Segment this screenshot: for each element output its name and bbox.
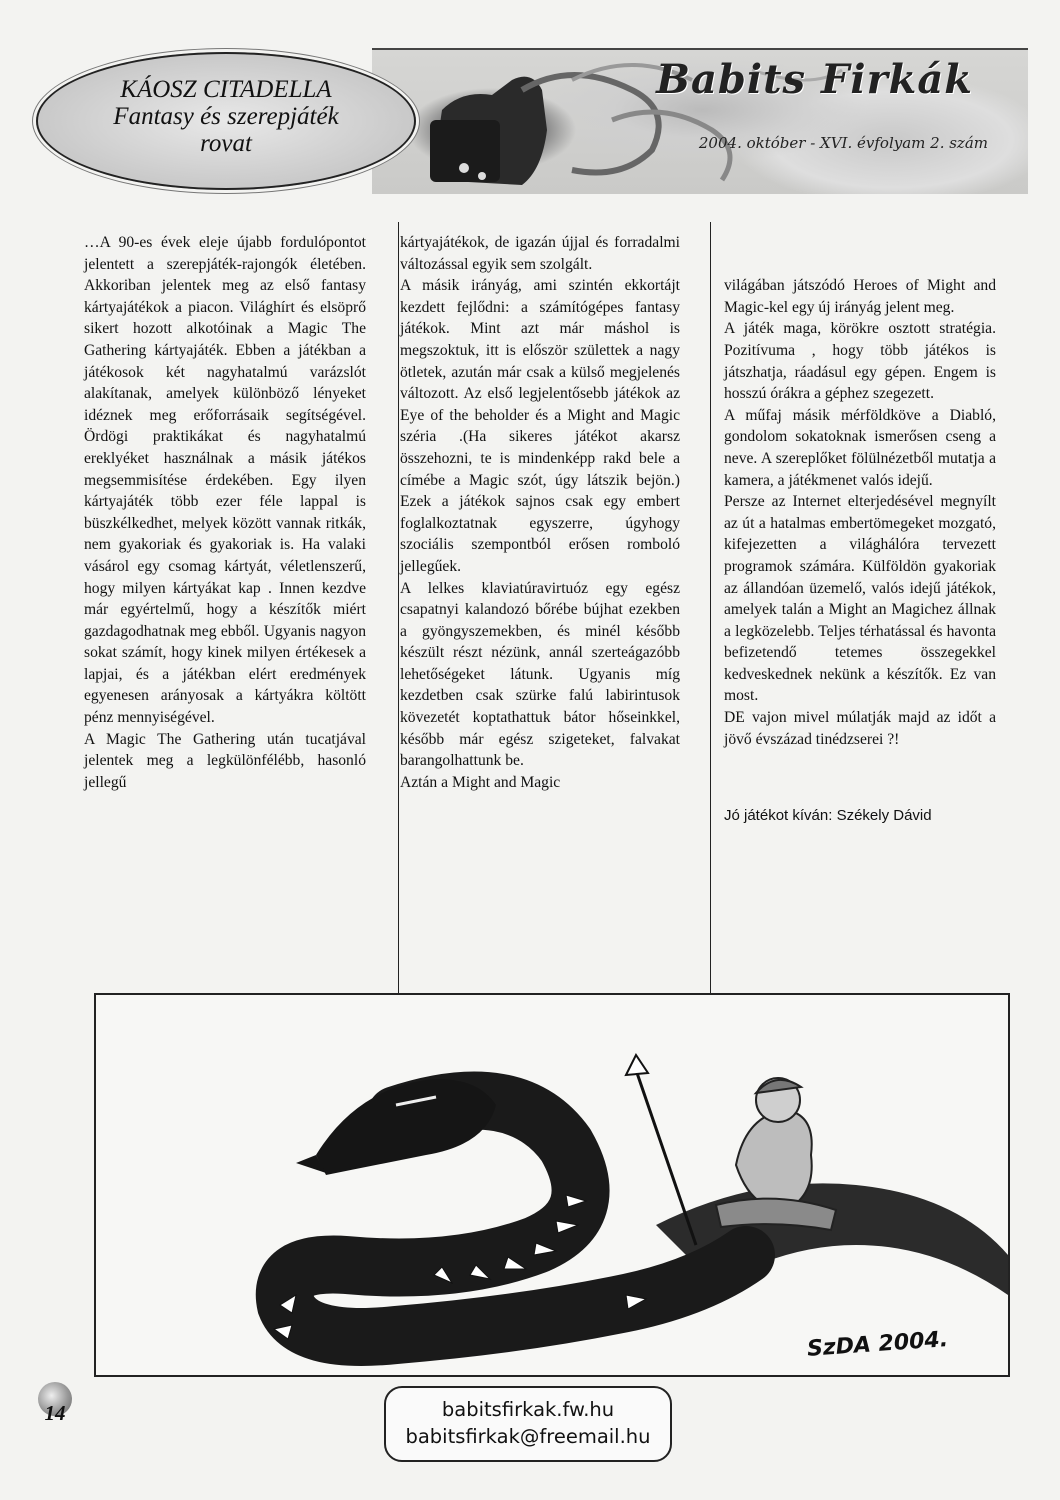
- article-body: [84, 232, 996, 1000]
- signature-prefix: Jó játékot kíván:: [724, 807, 837, 825]
- dragon-rider-drawing: [96, 995, 1008, 1375]
- article-column-3-text: világában játszódó Heroes of Might and Magic-kel egy új irányág jelent meg. A játék maga, körökre osztott stratégia. Pozitívuma , hogy több játékos is játszhatja, ráadásul egy gépen. Engem is hosszú órákra a géphez szegezett. A műfaj másik mérföldköve a Diabló, gondolom sokatoknak ismerősen cseng a neve. A szereplőket fölülnézetből mutatja a kamera, a játékmenet valós idejű. Persze az Internet elterjedésével megnyílt az út a hatalmas embertömegeket mozgató, kifejezetten a világhálóra tervezett programok számára. Külföldön gyakoriak az állandóan üzemelő, valós idejű játékok, amelyek talán a Might an Magichez állnak a legközelebb. Teljes térhatással és havonta befizetendő tetemes összegekkel kedveskednek nekünk a készítők. Ez van most. DE vajon mivel múlatják majd az időt a jövő évszázad tinédzserei ?!: [724, 277, 996, 748]
- author-signature: [724, 805, 996, 827]
- email-link[interactable]: babitsfirkak@freemail.hu: [405, 1425, 651, 1448]
- website-link[interactable]: babitsfirkak.fw.hu: [441, 1398, 615, 1421]
- section-title-oval: [36, 52, 416, 190]
- issue-info: 2004. október - XVI. évfolyam 2. szám: [698, 134, 988, 152]
- page-number: [36, 1382, 74, 1426]
- artist-signature: SzDA 2004.: [806, 1327, 949, 1362]
- article-column-2: kártyajátékok, de igazán újjal és forradalmi változással egyik sem szolgált. A másik irányág, ami szintén ekkortájt kezdett fejlődni: a számítógépes fantasy játékok. Mint azt már máshol is megszoktuk, itt is először születtek a nagy ötletek, azután már csak a külső megjelenés változott. Az első legjelentősebb játékok az Eye of the beholder és a Might and Magic széria .(Ha sikeres játékot akarsz összehozni, te is mindenképp rakd bele a címébe a Magic szót, úgy látszik bejön.) Ezek a játékok sajnos csak egy embert foglalkoztatnak egyszerre, úgyhogy szociális szempontból erősen romboló jellegűek. A lelkes klaviatúravirtuóz egy egész csapatnyi kalandozó bőrébe bújhat ezekben a gyöngyszemekben, és minél később készült részt nézünk, annál szerteágazóbb lehetőségeket látunk. Ugyanis míg kezdetben csak szürke falú labirintusok kövezetét koptathattuk bátor hőseinkkel, később már egész szigeteket, falvakat barangolhattunk be. Aztán a Might and Magic: [400, 234, 680, 791]
- section-title: KÁOSZ CITADELLA: [120, 76, 332, 103]
- contact-box: [384, 1386, 672, 1462]
- author-name: Székely Dávid: [836, 807, 932, 825]
- dragon-illustration: [94, 993, 1010, 1377]
- section-label: rovat: [200, 130, 252, 157]
- section-subtitle: Fantasy és szerepjáték: [113, 103, 339, 130]
- page-number-text: 14: [44, 1401, 66, 1425]
- header-banner: [372, 48, 1028, 194]
- article-column-1: …A 90-es évek eleje újabb fordulópontot jelentett a szerepjáték-rajongók életében. Akkoriban jelentek meg az első fantasy kártyajátékok a piacon. Világhírt és elsöprő sikert hozott alkotóinak a Magic The Gathering kártyajáték. Ebben a játékban a játékosok két nagyhatalmú varázslót alakítanak, amelyek különböző lényeket idéznek meg erőforrásaik segítségével. Ördögi praktikákat és nagyhatalmú ereklyéket használnak a másik játékos megsemmisítése érdekében. Egy ilyen kártyajáték több ezer féle lappal is büszkélkedhet, melyek között vannak ritkák, nem gyakoriak és gyakoriak is. Ha valaki vásárol egy csomag kártyát, véletlenszerű, hogy milyen kártyákat kap . Innen kezdve már egyértelmű, hogy a készítők miért gazdagodhatnak meg ebből. Ugyanis nagyon sokat számít, hogy kinek milyen értékesek a lapjai, és a játékban elért eredmények egyenesen arányosak a kártyákra költött pénz mennyiségével. A Magic The Gathering után tucatjával jelentek meg a legkülönfélébb, hasonló jellegű: [84, 234, 366, 791]
- article-column-3: [724, 232, 996, 870]
- magazine-brand: Babits Firkák: [656, 56, 973, 103]
